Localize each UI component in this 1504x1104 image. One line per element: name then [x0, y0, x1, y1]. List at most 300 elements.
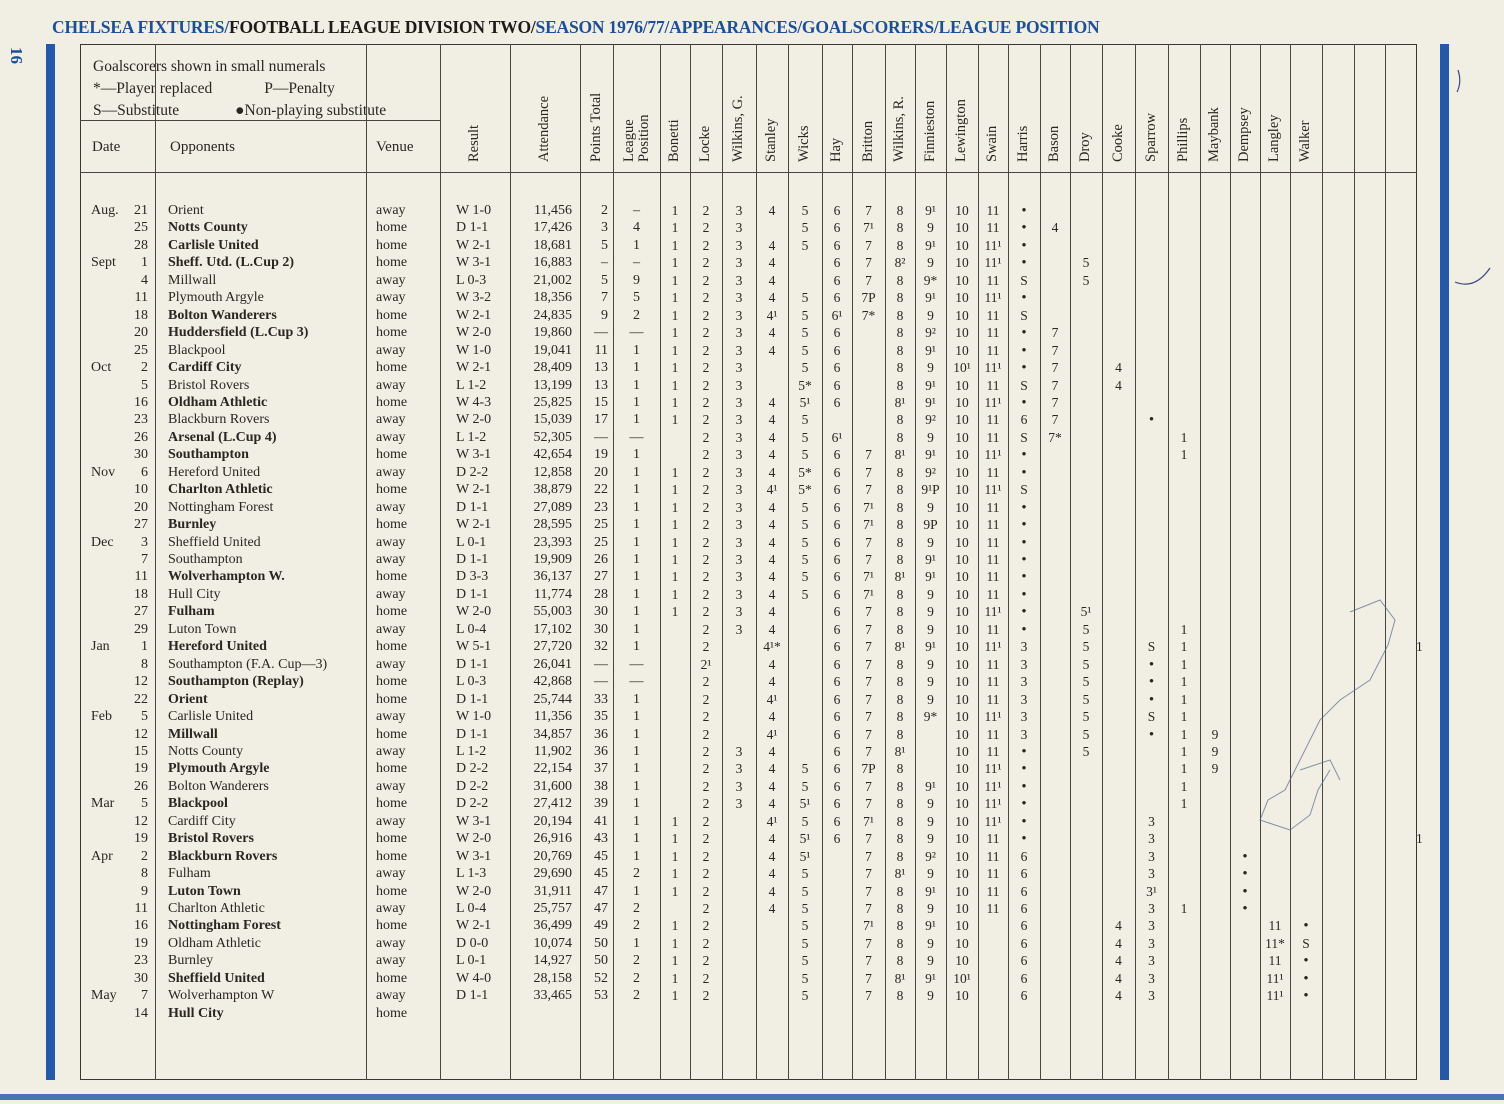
player-cell-harris: 6 [1020, 412, 1028, 428]
row-day: 28 [134, 237, 148, 253]
player-cell-finnieston: 9 [927, 796, 934, 812]
player-cell-harris: 6 [1020, 883, 1028, 899]
row-points: 49 [594, 918, 608, 934]
player-cell-stanley: 4¹ [766, 691, 778, 707]
player-cell-sparrow: S [1147, 639, 1156, 655]
row-opponent: Bristol Rovers [168, 377, 250, 393]
player-cell-britton: 7 [865, 848, 872, 864]
column-divider [510, 44, 511, 1080]
player-cell-wicks: 5¹ [799, 796, 811, 812]
player-cell-locke: 2 [702, 325, 710, 341]
player-cell-maybank: 9 [1211, 761, 1219, 777]
player-cell-wicks: 5* [798, 377, 812, 393]
player-cell-swain: 11 [986, 203, 1000, 218]
header-finnieston: Finnieston [921, 100, 938, 162]
row-day: 6 [141, 464, 148, 480]
player-cell-wicks: 5 [801, 953, 809, 969]
row-day: 4 [141, 272, 148, 288]
row-league-position: – [633, 255, 640, 271]
player-cell-finnieston: 9 [927, 255, 934, 271]
row-venue: away [376, 586, 406, 602]
player-cell-swain: 11 [986, 499, 1000, 515]
header-dempsey: Dempsey [1236, 107, 1252, 162]
player-cell-britton: 7 [865, 272, 872, 288]
player-cell-sparrow: • [1148, 656, 1155, 673]
player-cell-wilkinsr: 8 [896, 482, 904, 498]
row-attendance: 11,774 [534, 586, 572, 602]
player-cell-finnieston: 9² [925, 325, 936, 341]
player-cell-swain: 11 [986, 743, 1000, 759]
player-cell-britton: 7 [865, 237, 872, 253]
row-opponent: Notts County [168, 220, 248, 236]
player-cell-swain: 11¹ [984, 360, 1002, 376]
player-cell-hay: 6 [833, 517, 841, 533]
row-day: 20 [134, 499, 148, 515]
row-day: 14 [134, 1005, 148, 1021]
player-cell-swain: 11 [986, 883, 1000, 899]
row-league-position: 1 [633, 517, 640, 533]
player-cell-swain: 11 [986, 342, 1000, 358]
row-venue: home [376, 970, 408, 986]
player-cell-wicks: 5 [801, 517, 809, 533]
player-cell-hay: 6¹ [831, 307, 843, 323]
row-venue: away [376, 429, 406, 445]
player-cell-swain: 11¹ [984, 447, 1002, 463]
row-venue: away [376, 656, 406, 672]
header-britton: Britton [859, 120, 876, 162]
player-cell-hay: 6 [833, 813, 841, 829]
row-opponent: Bolton Wanderers [168, 307, 277, 323]
player-cell-cooke: 4 [1115, 953, 1122, 969]
row-league-position: 1 [633, 604, 640, 620]
row-league-position: 2 [633, 918, 640, 934]
player-cell-wilkinsr: 8 [896, 935, 904, 951]
row-attendance: 36,137 [533, 569, 572, 585]
player-cell-swain: 11 [986, 831, 1000, 847]
row-league-position: — [629, 674, 644, 690]
player-cell-bonetti: 1 [671, 517, 679, 533]
player-cell-harris: 6 [1020, 866, 1028, 882]
player-cell-hay: 6 [833, 272, 841, 288]
player-cell-stanley: 4 [768, 255, 776, 271]
row-venue: home [376, 325, 408, 341]
player-cell-locke: 2¹ [700, 656, 712, 672]
player-cell-wicks: 5* [798, 464, 812, 480]
row-month: Jan [91, 639, 110, 655]
row-attendance: 17,102 [533, 621, 572, 637]
player-cell-stanley: 4 [768, 604, 776, 620]
player-cell-wicks: 5 [801, 325, 809, 341]
row-venue: home [376, 220, 408, 236]
player-cell-harris: • [1021, 831, 1027, 848]
row-venue: away [376, 499, 406, 515]
row-league-position: — [629, 429, 644, 445]
row-result: W 1-0 [456, 342, 492, 358]
row-result: L 0-4 [456, 901, 487, 916]
player-cell-phillips: 1 [1180, 761, 1188, 777]
player-cell-wilkinsr: 8 [896, 726, 904, 742]
player-cell-stanley: 4 [768, 883, 776, 899]
player-cell-finnieston: 9¹ [925, 203, 936, 218]
row-day: 10 [134, 482, 148, 498]
player-cell-lewington: 10 [955, 534, 969, 550]
row-attendance: 28,595 [533, 517, 572, 533]
player-cell-lewington: 10 [955, 394, 969, 410]
row-league-position: 9 [633, 272, 640, 288]
row-opponent: Hull City [168, 1005, 224, 1021]
player-cell-stanley: 4 [768, 429, 776, 445]
player-cell-hay: 6 [833, 342, 841, 358]
row-venue: home [376, 918, 408, 934]
player-cell-locke: 2 [702, 848, 710, 864]
player-cell-lewington: 10 [955, 953, 969, 969]
row-attendance: 34,857 [533, 726, 572, 742]
player-cell-wilkinsr: 8 [896, 691, 904, 707]
player-cell-wilkinsr: 8 [896, 220, 904, 236]
row-venue: home [376, 447, 408, 463]
row-opponent: Sheff. Utd. (L.Cup 2) [168, 255, 295, 271]
player-cell-sparrow: • [1148, 412, 1155, 429]
row-opponent: Sheffield United [168, 534, 261, 550]
player-cell-stanley: 4 [768, 778, 776, 794]
row-result: D 1-1 [456, 988, 489, 1004]
player-cell-stanley: 4¹* [763, 639, 781, 655]
player-cell-britton: 7 [865, 255, 872, 271]
row-attendance: 38,879 [533, 482, 572, 498]
player-cell-wilkinsr: 8² [894, 255, 906, 271]
row-day: 21 [134, 203, 148, 218]
row-venue: away [376, 778, 406, 794]
row-month: Mar [91, 796, 115, 812]
player-cell-lewington: 10 [955, 796, 969, 812]
header-swain: Swain [984, 125, 1000, 162]
player-cell-sparrow: • [1148, 726, 1155, 743]
row-day: 5 [141, 796, 148, 812]
player-cell-swain: 11¹ [984, 761, 1002, 777]
row-attendance: 31,600 [533, 778, 572, 794]
player-cell-bason: 7 [1051, 342, 1059, 358]
row-venue: home [376, 883, 408, 899]
row-league-position: 1 [633, 935, 640, 951]
header-opponents: Opponents [170, 139, 235, 155]
player-cell-wilkinsr: 8 [896, 360, 904, 376]
player-cell-wilkinsr: 8 [896, 656, 904, 672]
player-cell-cooke: 4 [1115, 918, 1122, 934]
player-cell-lewington: 10 [955, 988, 969, 1004]
player-cell-wilkinsr: 8¹ [894, 743, 906, 759]
row-opponent: Bristol Rovers [168, 831, 254, 847]
row-result: D 2-2 [456, 778, 489, 794]
left-blue-border [46, 44, 55, 1080]
row-attendance: 11,456 [534, 203, 572, 218]
row-points: 22 [594, 482, 608, 498]
player-cell-droy: 5 [1082, 255, 1090, 271]
player-cell-locke: 2 [702, 918, 710, 934]
row-venue: away [376, 621, 406, 637]
player-cell-swain: 11¹ [984, 237, 1002, 253]
player-cell-hay: 6 [833, 325, 841, 341]
player-cell-hay: 6 [833, 377, 841, 393]
player-cell-hay: 6 [833, 761, 841, 777]
player-cell-britton: 7P [861, 761, 876, 777]
row-venue: home [376, 604, 408, 620]
row-opponent: Fulham [168, 604, 215, 620]
row-result: D 1-1 [456, 220, 489, 236]
row-month: Oct [91, 360, 112, 376]
player-cell-finnieston: 9² [925, 848, 936, 864]
player-cell-droy: 5 [1082, 639, 1090, 655]
player-cell-harris: 6 [1020, 988, 1028, 1004]
player-cell-sparrow: 3 [1148, 953, 1155, 969]
player-cell-bonetti: 1 [671, 342, 679, 358]
row-day: 8 [141, 656, 148, 672]
player-cell-finnieston: 9 [927, 220, 934, 236]
player-cell-lewington: 10 [955, 464, 969, 480]
player-cell-droy: 5 [1082, 726, 1090, 742]
player-cell-lewington: 10 [955, 517, 969, 533]
player-cell-langley: 11¹ [1266, 970, 1284, 986]
player-cell-wilkinsr: 8 [896, 901, 904, 916]
row-result: L 0-1 [456, 953, 487, 969]
row-opponent: Fulham [168, 866, 211, 882]
player-cell-sparrow: 3 [1148, 970, 1155, 986]
player-cell-harris: • [1021, 325, 1027, 342]
header-stanley: Stanley [763, 118, 779, 162]
row-league-position: 1 [633, 482, 640, 498]
player-cell-hay: 6 [833, 482, 841, 498]
player-cell-hay: 6 [833, 778, 841, 794]
player-cell-bonetti: 1 [671, 412, 679, 428]
player-cell-locke: 2 [702, 796, 710, 812]
player-cell-britton: 7¹ [863, 586, 874, 602]
player-cell-wilkinsr: 8 [896, 883, 904, 899]
player-cell-hay: 6¹ [831, 429, 843, 445]
player-cell-wicks: 5 [801, 429, 809, 445]
column-divider [1354, 44, 1355, 1080]
player-cell-hay: 6 [833, 255, 841, 271]
row-venue: home [376, 394, 408, 410]
player-cell-britton: 7¹ [863, 918, 874, 934]
player-cell-locke: 2 [702, 394, 710, 410]
player-cell-walker: • [1303, 970, 1309, 987]
row-day: 11 [134, 569, 148, 585]
row-day: 20 [134, 325, 148, 341]
player-cell-finnieston: 9 [927, 691, 934, 707]
row-attendance: 11,356 [534, 709, 572, 725]
player-cell-finnieston: 9¹ [925, 377, 936, 393]
row-result: D 2-2 [456, 796, 489, 812]
player-cell-droy: 5 [1082, 621, 1090, 637]
player-cell-wicks: 5 [801, 342, 809, 358]
player-cell-phillips: 1 [1180, 778, 1188, 794]
header-maybank: Maybank [1206, 107, 1222, 162]
player-cell-bonetti: 1 [671, 325, 679, 341]
player-cell-bonetti: 1 [671, 831, 679, 847]
player-cell-stanley: 4 [768, 761, 776, 777]
player-cell-wilkinsr: 8 [896, 813, 904, 829]
player-cell-lewington: 10 [955, 342, 969, 358]
player-cell-phillips: 1 [1180, 656, 1188, 672]
player-cell-stanley: 4 [768, 796, 776, 812]
row-month: Aug. [91, 203, 119, 218]
player-cell-finnieston: 9 [927, 953, 934, 969]
row-opponent: Huddersfield (L.Cup 3) [168, 325, 309, 341]
row-league-position: 1 [633, 447, 640, 463]
row-attendance: 12,858 [533, 464, 572, 480]
player-cell-finnieston: 9¹ [925, 342, 936, 358]
row-venue: home [376, 569, 408, 585]
row-points: 45 [594, 848, 608, 864]
row-attendance: 17,426 [533, 220, 572, 236]
player-cell-wilkinsg: 3 [735, 237, 743, 253]
player-cell-harris: • [1021, 499, 1027, 516]
player-cell-stanley: 4 [768, 621, 776, 637]
player-cell-wilkinsg: 3 [735, 272, 743, 288]
row-day: 12 [134, 674, 148, 690]
player-cell-bason: 7* [1048, 429, 1062, 445]
player-cell-wicks: 5¹ [799, 848, 811, 864]
row-points: 53 [594, 988, 608, 1004]
player-cell-lewington: 10 [955, 901, 969, 916]
player-cell-swain: 11 [986, 464, 1000, 480]
player-cell-walker: • [1303, 953, 1309, 970]
player-cell-finnieston: 9¹ [925, 290, 936, 306]
player-cell-harris: • [1021, 447, 1027, 464]
player-cell-droy: 5 [1082, 674, 1090, 690]
player-cell-phillips: 1 [1180, 674, 1188, 690]
player-cell-wicks: 5 [801, 534, 809, 550]
player-cell-britton: 7 [865, 621, 872, 637]
player-cell-britton: 7 [865, 901, 872, 916]
player-cell-britton: 7 [865, 883, 872, 899]
row-attendance: 27,720 [533, 639, 572, 655]
row-day: 7 [141, 988, 148, 1004]
row-venue: away [376, 901, 406, 916]
row-result: D 3-3 [456, 569, 489, 585]
player-cell-locke: 2 [702, 935, 710, 951]
row-points: 47 [594, 883, 608, 899]
player-cell-lewington: 10 [955, 604, 969, 620]
row-venue: home [376, 1005, 408, 1021]
player-cell-britton: 7 [865, 203, 872, 218]
row-opponent: Blackpool [168, 342, 226, 358]
player-cell-harris: 3 [1020, 656, 1028, 672]
header-lewington: Lewington [953, 99, 969, 162]
player-cell-bonetti: 1 [671, 464, 679, 480]
player-cell-wilkinsg: 3 [735, 482, 743, 498]
player-cell-dempsey: • [1242, 883, 1248, 900]
player-cell-harris: • [1021, 255, 1027, 272]
row-points: 9 [601, 307, 608, 323]
player-cell-swain: 11 [986, 674, 1000, 690]
player-cell-lewington: 10 [955, 203, 969, 218]
header-locke: Locke [697, 125, 713, 162]
row-points: 38 [594, 778, 608, 794]
row-venue: home [376, 674, 408, 690]
player-cell-phillips: 1 [1180, 429, 1188, 445]
header-date: Date [92, 139, 121, 155]
row-opponent: Wolverhampton W. [168, 569, 285, 585]
player-cell-stanley: 4 [768, 709, 776, 725]
row-venue: away [376, 272, 406, 288]
player-cell-wicks: 5 [801, 866, 809, 882]
player-cell-wilkinsg: 3 [735, 517, 743, 533]
row-opponent: Charlton Athletic [168, 901, 265, 916]
player-cell-droy: 5 [1082, 709, 1090, 725]
player-cell-droy: 5¹ [1080, 604, 1092, 620]
player-cell-lewington: 10 [955, 709, 969, 725]
player-cell-britton: 7 [865, 604, 872, 620]
row-day: 12 [134, 726, 148, 742]
player-cell-finnieston: 9¹ [925, 569, 936, 585]
row-attendance: 15,039 [533, 412, 572, 428]
row-venue: away [376, 290, 406, 306]
player-cell-harris: • [1021, 604, 1027, 621]
row-day: 12 [134, 813, 148, 829]
row-attendance: 33,465 [533, 988, 572, 1004]
row-venue: home [376, 726, 408, 742]
player-cell-finnieston: 9 [927, 360, 934, 376]
column-divider [1230, 44, 1231, 1080]
player-cell-hay: 6 [833, 203, 841, 218]
row-points: 50 [594, 935, 608, 951]
row-attendance: 10,074 [533, 935, 572, 951]
row-opponent: Luton Town [168, 621, 237, 637]
row-points: 30 [594, 604, 608, 620]
row-venue: home [376, 255, 408, 271]
row-opponent: Oldham Athletic [168, 394, 268, 410]
player-cell-locke: 2 [702, 604, 710, 620]
row-venue: home [376, 237, 408, 253]
player-cell-bonetti: 1 [671, 482, 679, 498]
player-cell-wilkinsg: 3 [735, 377, 743, 393]
row-venue: away [376, 203, 406, 218]
row-day: 3 [141, 534, 148, 550]
player-cell-sparrow: • [1148, 674, 1155, 691]
row-result: W 3-1 [456, 447, 492, 463]
player-cell-bonetti: 1 [671, 237, 679, 253]
player-cell-swain: 11 [986, 691, 1000, 707]
player-cell-swain: 11 [986, 656, 1000, 672]
player-cell-harris: 6 [1020, 918, 1028, 934]
player-cell-hay: 6 [833, 394, 841, 410]
row-attendance: 42,868 [533, 674, 572, 690]
row-opponent: Arsenal (L.Cup 4) [168, 429, 277, 445]
header-sparrow: Sparrow [1142, 112, 1159, 162]
row-day: 11 [134, 290, 148, 306]
player-cell-hay: 6 [833, 674, 841, 690]
row-venue: away [376, 552, 406, 567]
row-points: 3 [601, 220, 608, 236]
player-cell-bason: 7 [1051, 360, 1059, 376]
player-cell-harris: • [1021, 394, 1027, 411]
row-day: 16 [134, 394, 148, 410]
player-cell-harris: • [1021, 796, 1027, 813]
row-venue: home [376, 482, 408, 498]
row-day: 2 [141, 848, 148, 864]
player-cell-harris: • [1021, 534, 1027, 551]
row-result: W 4-3 [456, 394, 492, 410]
player-cell-britton: 7 [865, 743, 872, 759]
row-points: 19 [594, 447, 608, 463]
player-cell-bonetti: 1 [671, 552, 679, 567]
row-opponent: Millwall [168, 726, 218, 742]
player-cell-stanley: 4¹ [766, 307, 778, 323]
player-cell-wicks: 5 [801, 220, 809, 236]
column-divider [366, 44, 367, 1080]
player-cell-wicks: 5 [801, 569, 809, 585]
row-points: 52 [594, 970, 608, 986]
